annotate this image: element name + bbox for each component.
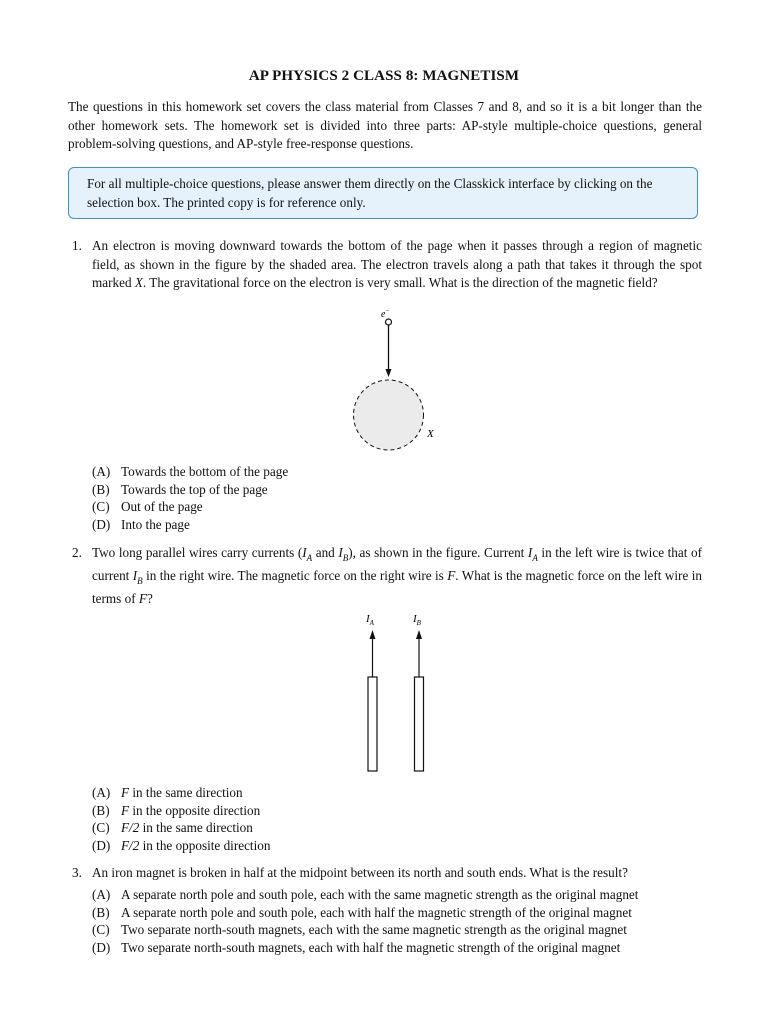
option-c: (C) F/2 in the same direction — [92, 820, 253, 836]
option-d: (D) Into the page — [92, 516, 190, 532]
option-a: (A) F in the same direction — [92, 785, 243, 800]
parallel-wires-figure — [355, 605, 435, 780]
left-wire — [368, 677, 377, 771]
electron-field-figure — [340, 305, 440, 455]
question-number: 1. — [72, 238, 82, 253]
current-a-label: $I_A$ — [366, 613, 374, 627]
option-a: (A) Towards the bottom of the page — [92, 464, 289, 479]
right-wire — [415, 677, 424, 771]
option-a: (A) A separate north pole and south pole, each with the same magnetic strength as the original magnet — [92, 887, 639, 902]
page-title: AP PHYSICS 2 CLASS 8: MAGNETISM — [248, 68, 520, 84]
option-c: (C) Out of the page — [92, 499, 203, 515]
electron-circle — [386, 319, 392, 325]
option-d: (D) Two separate north-south magnets, each with half the magnetic strength of the original magnet — [92, 939, 621, 955]
current-b-arrowhead — [416, 630, 422, 639]
question-3-options — [92, 886, 638, 956]
question-1-options — [92, 463, 288, 533]
electron-label: e− — [381, 307, 390, 320]
notice-text: For all multiple-choice questions, please answer them directly on the Classkick interface by clicking on the selection box. The printed copy is for reference only. — [87, 176, 653, 210]
question-stem: An iron magnet is broken in half at the midpoint between its north and south ends. What is the result? — [92, 865, 628, 880]
question-number: 3. — [72, 865, 82, 880]
option-b: (B) F in the opposite direction — [92, 802, 261, 818]
option-b: (B) Towards the top of the page — [92, 481, 268, 497]
question-number: 2. — [72, 545, 82, 560]
current-b-label: $I_B$ — [413, 613, 421, 627]
magnetic-field-region — [354, 380, 424, 450]
question-stem: An electron is moving downward towards the bottom of the page when it passes through a region of magnetic field, as shown in the figure by the shaded area. The electron travels along a path that takes it through the spot marked X. The gravitational force on the electron is very small. What is the direction of the magnetic field? — [92, 238, 702, 290]
question-stem: Two long parallel wires carry currents ($I_A$ and $I_B$), as shown in the figure. Current $I_A$ in the left wire is twice that of current $I_B$ in the right wire. The magnetic force on the right wire is F. What is the magnetic force on the left wire in terms of F? — [92, 545, 702, 607]
intro-paragraph: The questions in this homework set covers the class material from Classes 7 and 8, and so it is a bit longer than the other homework sets. The homework set is divided into three parts: AP-style multiple-choice questions, general problem-solving questions, and AP-style free-response questions. — [68, 99, 702, 151]
classkick-notice-box — [68, 167, 698, 219]
question-2-options — [92, 784, 270, 854]
option-d: (D) F/2 in the opposite direction — [92, 837, 271, 853]
electron-arrowhead — [386, 369, 392, 377]
option-b: (B) A separate north pole and south pole, each with half the magnetic strength of the original magnet — [92, 904, 632, 920]
variable-x: X — [134, 275, 143, 290]
spot-x-label: X — [427, 428, 434, 440]
current-a-arrowhead — [370, 630, 376, 639]
option-c: (C) Two separate north-south magnets, each with the same magnetic strength as the original magnet — [92, 922, 627, 938]
